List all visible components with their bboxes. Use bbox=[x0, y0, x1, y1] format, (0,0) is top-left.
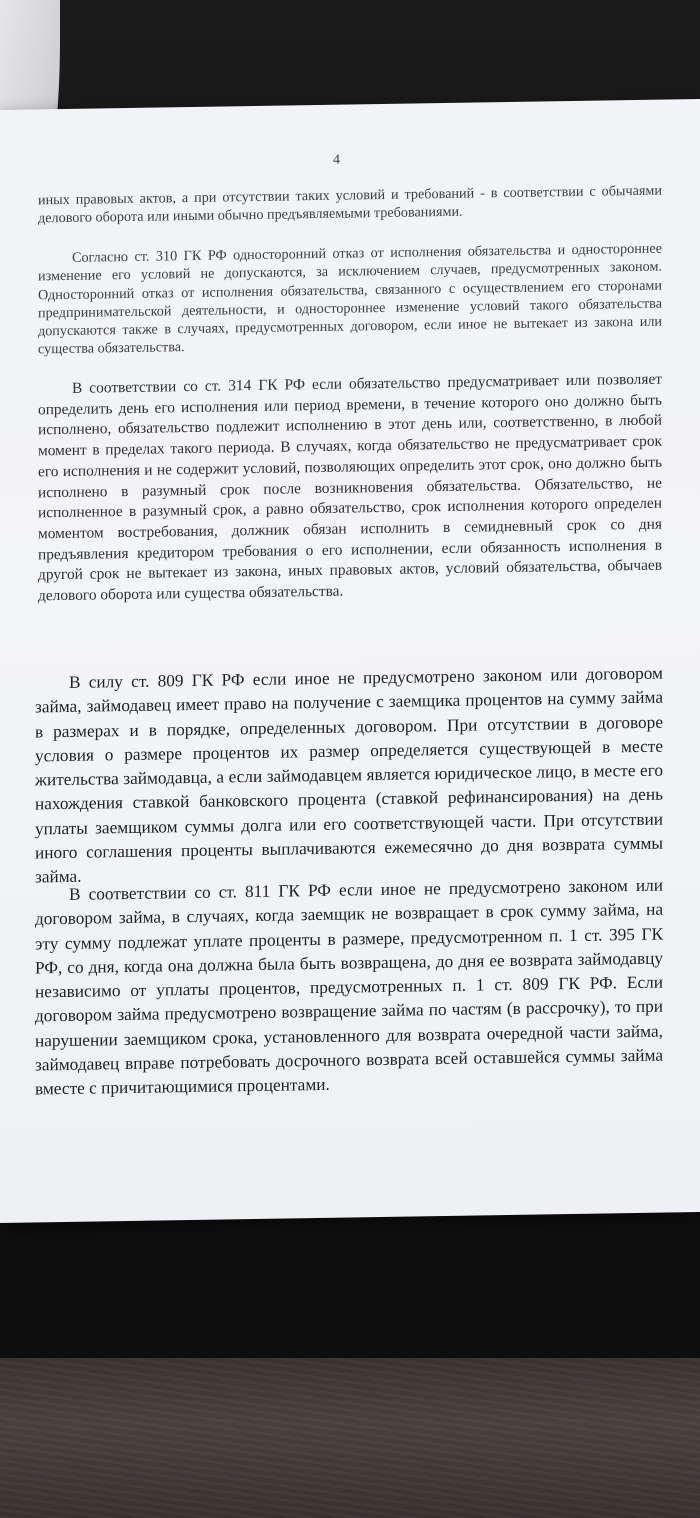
paragraph-article-310: Согласно ст. 310 ГК РФ односторонний отказ от исполнения обязательства и одностороннее изменение его условий не допускаются, за исключением случаев, предусмотренных законом. Односторонний отказ от исполнения обязательства, связанного с осуществлением его сторонами предпринимательской деятельности, и одностороннее изменение условий такого обязательства допускаются также в случаях, предусмотренных договором, если иное не вытекает из закона или существа обязательства. bbox=[38, 240, 662, 358]
page-content bbox=[0, 99, 700, 1223]
document-page bbox=[0, 99, 700, 1223]
paragraph-article-809: В силу ст. 809 ГК РФ если иное не предусмотрено законом или договором займа, займодавец имеет право на получение с заемщика процентов на сумму займа в размерах и в порядке, определенных договором. При отсутствии в договоре условия о размере процентов их размер определяется существующей в месте жительства займодавца, а если займодавцем является юридическое лицо, в месте его нахождения ставкой банковского процента (ставкой рефинансирования) на день уплаты заемщиком суммы долга или его соответствующей части. При отсутствии иного соглашения проценты выплачиваются ежемесячно до дня возврата суммы займа. bbox=[35, 663, 663, 887]
wooden-table-surface bbox=[0, 1358, 700, 1518]
page-number: 4 bbox=[333, 152, 340, 168]
paragraph-article-811: В соответствии со ст. 811 ГК РФ если иное не предусмотрено законом или договором займа, в случаях, когда заемщик не возвращает в срок сумму займа, на эту сумму подлежат уплате проценты в размере, предусмотренном п. 1 ст. 395 ГК РФ, со дня, когда она должна была быть возвращена, до дня ее возврата займодавцу независимо от уплаты процентов, предусмотренных п. 1 ст. 809 ГК РФ. Если договором займа предусмотрено возвращение займа по частям (в рассрочку), то при нарушении заемщиком срока, установленного для возврата очередной части займа, займодавец вправе потребовать досрочного возврата всей оставшейся суммы займа вместе с причитающимися процентами. bbox=[35, 875, 663, 1099]
paragraph-article-314: В соответствии со ст. 314 ГК РФ если обязательство предусматривает или позволяет определить день его исполнения или период времени, в течение которого оно должно быть исполнено, обязательство подлежит исполнению в этот день или, соответственно, в любой момент в пределах такого периода. В случаях, когда обязательство не предусматривает срок его исполнения и не содержит условий, позволяющих определить этот срок, оно должно быть исполнено в разумный срок после возникновения обязательства. Обязательство, не исполненное в разумный срок, а равно обязательство, срок исполнения которого определен моментом востребования, должник обязан исполнить в семидневный срок со дня предъявления кредитором требования о его исполнении, если обязанность исполнения в другой срок не вытекает из закона, иных правовых актов, условий обязательства, обычаев делового оборота или существа обязательства. bbox=[38, 370, 662, 605]
paragraph-continuation: иных правовых актов, а при отсутствии таких условий и требований - в соответствии с обычаями делового оборота или иными обычно предъявляемыми требованиями. bbox=[38, 182, 662, 227]
